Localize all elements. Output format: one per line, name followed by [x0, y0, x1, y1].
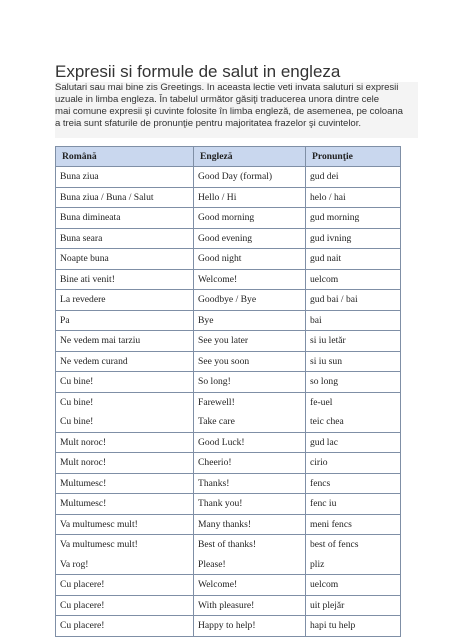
- cell-pronuntie: [306, 331, 401, 352]
- cell-romana: [56, 208, 194, 229]
- table-row: [56, 535, 401, 575]
- cell-engleza: [194, 310, 306, 331]
- cell-text: Best of thanks!: [198, 539, 257, 550]
- cell-romana: [56, 310, 194, 331]
- cell-engleza: [194, 208, 306, 229]
- cell-engleza: [194, 228, 306, 249]
- table-row: [56, 473, 401, 494]
- cell-text: Cu placere!: [60, 579, 105, 591]
- cell-text: teic chea: [310, 416, 344, 427]
- cell-pronuntie: [306, 310, 401, 331]
- table-row: [56, 392, 401, 432]
- cell-text: La revedere: [60, 294, 106, 306]
- intro-line: Salutari sau mai bine zis Greetings. In aceasta lectie veti invata saluturi si expresii: [55, 82, 399, 93]
- cell-engleza: [194, 187, 306, 208]
- cell-pronuntie: [306, 372, 401, 393]
- cell-text: Ne vedem mai tarziu: [60, 335, 141, 347]
- table-row: [56, 595, 401, 616]
- cell-romana: [56, 290, 194, 311]
- cell-text: Multumesc!: [60, 477, 107, 489]
- cell-pronuntie: [306, 473, 401, 494]
- cell-engleza: [194, 249, 306, 270]
- cell-pronuntie: [306, 392, 401, 432]
- cell-text: Mult noroc!: [60, 457, 107, 469]
- cell-text: Va rog!: [60, 558, 89, 570]
- table-row: [56, 249, 401, 270]
- cell-romana: [56, 228, 194, 249]
- cell-text: With pleasure!: [198, 599, 255, 611]
- cell-text: so long: [310, 376, 338, 388]
- cell-engleza: [194, 351, 306, 372]
- cell-text: Cu bine!: [60, 376, 94, 388]
- cell-text: uelcom: [310, 579, 339, 591]
- cell-text: Farewell!: [198, 396, 235, 408]
- cell-text: Va multumesc mult!: [60, 518, 138, 530]
- cell-engleza: [194, 535, 306, 575]
- cell-text: Many thanks!: [198, 518, 252, 530]
- cell-text: Good morning: [198, 212, 255, 224]
- cell-text: gud dei: [310, 171, 339, 183]
- intro-line: a treia sunt sfaturile de pronunţie pentru majoritatea frazelor şi cuvintelor.: [55, 118, 361, 129]
- cell-text: Good night: [198, 253, 242, 265]
- cell-pronuntie: [306, 494, 401, 515]
- table-row: [56, 372, 401, 393]
- cell-text: Cu placere!: [60, 620, 105, 632]
- cell-romana: [56, 616, 194, 637]
- table-row: [56, 208, 401, 229]
- cell-text: Buna dimineata: [60, 212, 121, 224]
- cell-text: Thanks!: [198, 477, 230, 489]
- page-title: Expresii si formule de salut in engleza: [55, 62, 341, 81]
- cell-text: fenc iu: [310, 498, 337, 510]
- cell-text: Welcome!: [198, 273, 238, 285]
- cell-engleza: [194, 392, 306, 432]
- cell-text: best of fencs: [310, 539, 359, 550]
- table-row: [56, 351, 401, 372]
- cell-text: Cu bine!: [60, 416, 94, 427]
- cell-text: Hello / Hi: [198, 191, 237, 203]
- cell-pronuntie: [306, 575, 401, 596]
- table-row: [56, 269, 401, 290]
- cell-text: uelcom: [310, 273, 339, 285]
- cell-text: Pa: [60, 314, 70, 326]
- cell-text: gud lac: [310, 436, 338, 448]
- cell-romana: [56, 575, 194, 596]
- cell-text: Cu bine!: [60, 396, 94, 408]
- cell-text: gud morning: [310, 212, 360, 224]
- cell-text: gud nait: [310, 253, 342, 265]
- cell-engleza: [194, 331, 306, 352]
- cell-text: si iu letăr: [310, 335, 346, 347]
- table-row: [56, 167, 401, 188]
- cell-romana: [56, 372, 194, 393]
- cell-text: helo / hai: [310, 191, 346, 203]
- cell-pronuntie: [306, 290, 401, 311]
- table-row: [56, 432, 401, 453]
- cell-text: Bine ati venit!: [60, 273, 115, 285]
- cell-romana: [56, 269, 194, 290]
- table-row: [56, 310, 401, 331]
- table-row: [56, 228, 401, 249]
- cell-engleza: [194, 494, 306, 515]
- table-row: [56, 616, 401, 637]
- cell-pronuntie: [306, 167, 401, 188]
- cell-text: Cu placere!: [60, 599, 105, 611]
- cell-text: So long!: [198, 376, 231, 388]
- table-row: [56, 494, 401, 515]
- cell-engleza: [194, 453, 306, 474]
- cell-text: si iu sun: [310, 355, 342, 367]
- cell-text: cirio: [310, 457, 328, 469]
- cell-romana: [56, 514, 194, 535]
- cell-text: Please!: [198, 558, 226, 570]
- cell-engleza: [194, 575, 306, 596]
- intro-line: uzuale in limba engleza. În tabelul următor găsiţi traducerea unora dintre cele: [55, 94, 380, 105]
- cell-text: Take care: [198, 416, 235, 427]
- cell-text: meni fencs: [310, 518, 352, 530]
- cell-text: Buna ziua / Buna / Salut: [60, 191, 154, 203]
- cell-text: Mult noroc!: [60, 436, 107, 448]
- cell-pronuntie: [306, 616, 401, 637]
- cell-text: Noapte buna: [60, 253, 109, 265]
- cell-text: fe-uel: [310, 396, 333, 408]
- cell-text: Goodbye / Bye: [198, 294, 257, 306]
- table-header-row: [56, 147, 401, 167]
- cell-romana: [56, 187, 194, 208]
- cell-pronuntie: [306, 514, 401, 535]
- header-romana: Română: [56, 147, 194, 167]
- cell-text: hapi tu help: [310, 620, 356, 632]
- cell-text: See you later: [198, 335, 249, 347]
- cell-engleza: [194, 167, 306, 188]
- header-engleza: Engleză: [194, 147, 306, 167]
- cell-text: gud ivning: [310, 232, 352, 244]
- intro-paragraph: [55, 82, 418, 138]
- cell-text: bai: [310, 314, 322, 326]
- cell-pronuntie: [306, 249, 401, 270]
- cell-pronuntie: [306, 187, 401, 208]
- cell-engleza: [194, 269, 306, 290]
- header-pronuntie: Pronunţie: [306, 147, 401, 167]
- cell-text: Good Luck!: [198, 436, 245, 448]
- greetings-table: [55, 146, 401, 637]
- table-row: [56, 575, 401, 596]
- cell-engleza: [194, 616, 306, 637]
- cell-engleza: [194, 473, 306, 494]
- cell-pronuntie: [306, 228, 401, 249]
- cell-engleza: [194, 514, 306, 535]
- cell-text: Good Day (formal): [198, 171, 273, 183]
- cell-pronuntie: [306, 208, 401, 229]
- cell-romana: [56, 595, 194, 616]
- cell-text: Multumesc!: [60, 498, 107, 510]
- cell-engleza: [194, 372, 306, 393]
- cell-text: Ne vedem curand: [60, 355, 128, 367]
- cell-romana: [56, 494, 194, 515]
- cell-pronuntie: [306, 453, 401, 474]
- cell-romana: [56, 432, 194, 453]
- cell-pronuntie: [306, 535, 401, 575]
- table-row: [56, 331, 401, 352]
- cell-text: Buna ziua: [60, 171, 99, 183]
- cell-engleza: [194, 290, 306, 311]
- cell-text: Thank you!: [198, 498, 243, 510]
- cell-text: Cheerio!: [198, 457, 232, 469]
- cell-text: Happy to help!: [198, 620, 256, 632]
- cell-pronuntie: [306, 595, 401, 616]
- cell-text: gud bai / bai: [310, 294, 358, 306]
- cell-text: fencs: [310, 477, 331, 489]
- cell-text: Bye: [198, 314, 214, 326]
- cell-pronuntie: [306, 269, 401, 290]
- cell-romana: [56, 535, 194, 575]
- table-row: [56, 187, 401, 208]
- table-row: [56, 514, 401, 535]
- cell-romana: [56, 331, 194, 352]
- cell-romana: [56, 351, 194, 372]
- cell-text: See you soon: [198, 355, 250, 367]
- cell-romana: [56, 453, 194, 474]
- cell-romana: [56, 473, 194, 494]
- cell-text: Welcome!: [198, 579, 238, 591]
- cell-text: Buna seara: [60, 232, 103, 244]
- intro-line: mai comune expresii şi cuvinte folosite în limba engleză, de asemenea, pe coloana: [55, 106, 403, 117]
- cell-text: Good evening: [198, 232, 253, 244]
- cell-engleza: [194, 595, 306, 616]
- cell-engleza: [194, 432, 306, 453]
- cell-text: uit plejăr: [310, 599, 345, 611]
- table-row: [56, 453, 401, 474]
- cell-romana: [56, 392, 194, 432]
- cell-pronuntie: [306, 432, 401, 453]
- cell-text: pliz: [310, 558, 325, 570]
- table-row: [56, 290, 401, 311]
- cell-text: Va multumesc mult!: [60, 539, 138, 550]
- cell-romana: [56, 249, 194, 270]
- cell-romana: [56, 167, 194, 188]
- cell-pronuntie: [306, 351, 401, 372]
